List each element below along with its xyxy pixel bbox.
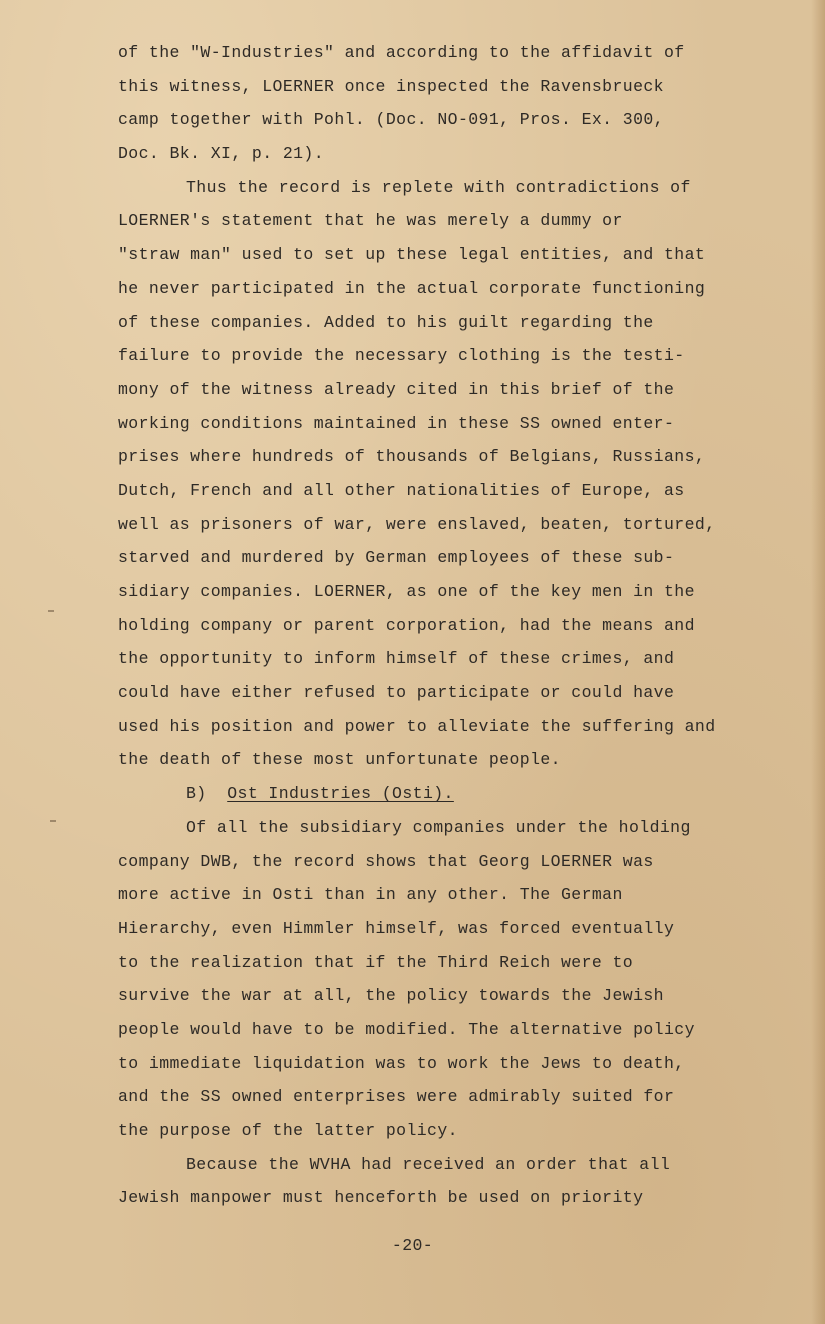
text-line: used his position and power to alleviate the suffering and xyxy=(118,716,716,736)
text-line: mony of the witness already cited in this brief of the xyxy=(118,379,675,399)
text-line: failure to provide the necessary clothing is the testi- xyxy=(118,346,685,366)
text-line: LOERNER's statement that he was merely a dummy or xyxy=(118,211,623,231)
text-line: Dutch, French and all other nationalities of Europe, as xyxy=(118,480,685,500)
paper-mark xyxy=(48,610,54,612)
text-line: he never participated in the actual corporate functioning xyxy=(118,278,706,298)
text-line: working conditions maintained in these SS owned enter- xyxy=(118,413,675,433)
text-line: people would have to be modified. The alternative policy xyxy=(118,1019,695,1039)
text-line: sidiary companies. LOERNER, as one of the key men in the xyxy=(118,582,695,601)
text-line: prises where hundreds of thousands of Belgians, Russians, xyxy=(118,447,706,467)
page-number: -20- xyxy=(391,1236,434,1255)
text-line: and the SS owned enterprises were admirably suited for xyxy=(118,1087,675,1107)
text-line: survive the war at all, the policy towards the Jewish xyxy=(118,986,664,1006)
text-line: holding company or parent corporation, had the means and xyxy=(118,615,695,635)
text-line: the opportunity to inform himself of these crimes, and xyxy=(118,649,675,669)
paragraph-start-line: Because the WVHA had received an order that all xyxy=(186,1154,671,1174)
text-line: the death of these most unfortunate people. xyxy=(118,750,561,770)
text-line: company DWB, the record shows that Georg LOERNER was xyxy=(118,851,654,871)
section-heading xyxy=(118,777,718,811)
text-line: "straw man" used to set up these legal entities, and that xyxy=(118,245,706,265)
text-line: camp together with Pohl. (Doc. NO-091, Pros. Ex. 300, xyxy=(118,110,664,130)
text-line: could have either refused to participate or could have xyxy=(118,683,675,703)
paragraph-start-line: Of all the subsidiary companies under the holding xyxy=(186,817,691,837)
text-line: well as prisoners of war, were enslaved, beaten, tortured, xyxy=(118,514,716,534)
text-line: this witness, LOERNER once inspected the Ravensbrueck xyxy=(118,76,664,96)
text-line: starved and murdered by German employees of these sub- xyxy=(118,548,675,568)
text-line: of these companies. Added to his guilt regarding the xyxy=(118,312,654,332)
paper-mark xyxy=(50,820,56,822)
paragraph-start-line: Thus the record is replete with contradictions of xyxy=(186,177,691,197)
text-line: the purpose of the latter policy. xyxy=(118,1121,458,1140)
document-body xyxy=(118,36,718,1215)
text-line: more active in Osti than in any other. The German xyxy=(118,885,623,905)
text-line: Jewish manpower must henceforth be used on priority xyxy=(118,1188,644,1208)
text-line: of the "W-Industries" and according to the affidavit of xyxy=(118,43,685,62)
text-line: Doc. Bk. XI, p. 21). xyxy=(118,144,325,164)
text-line: to immediate liquidation was to work the Jews to death, xyxy=(118,1053,685,1073)
text-line: to the realization that if the Third Reich were to xyxy=(118,952,634,972)
text-line: Hierarchy, even Himmler himself, was forced eventually xyxy=(118,918,675,938)
section-label: B) xyxy=(186,784,207,804)
section-title: Ost Industries (Osti). xyxy=(227,784,454,804)
